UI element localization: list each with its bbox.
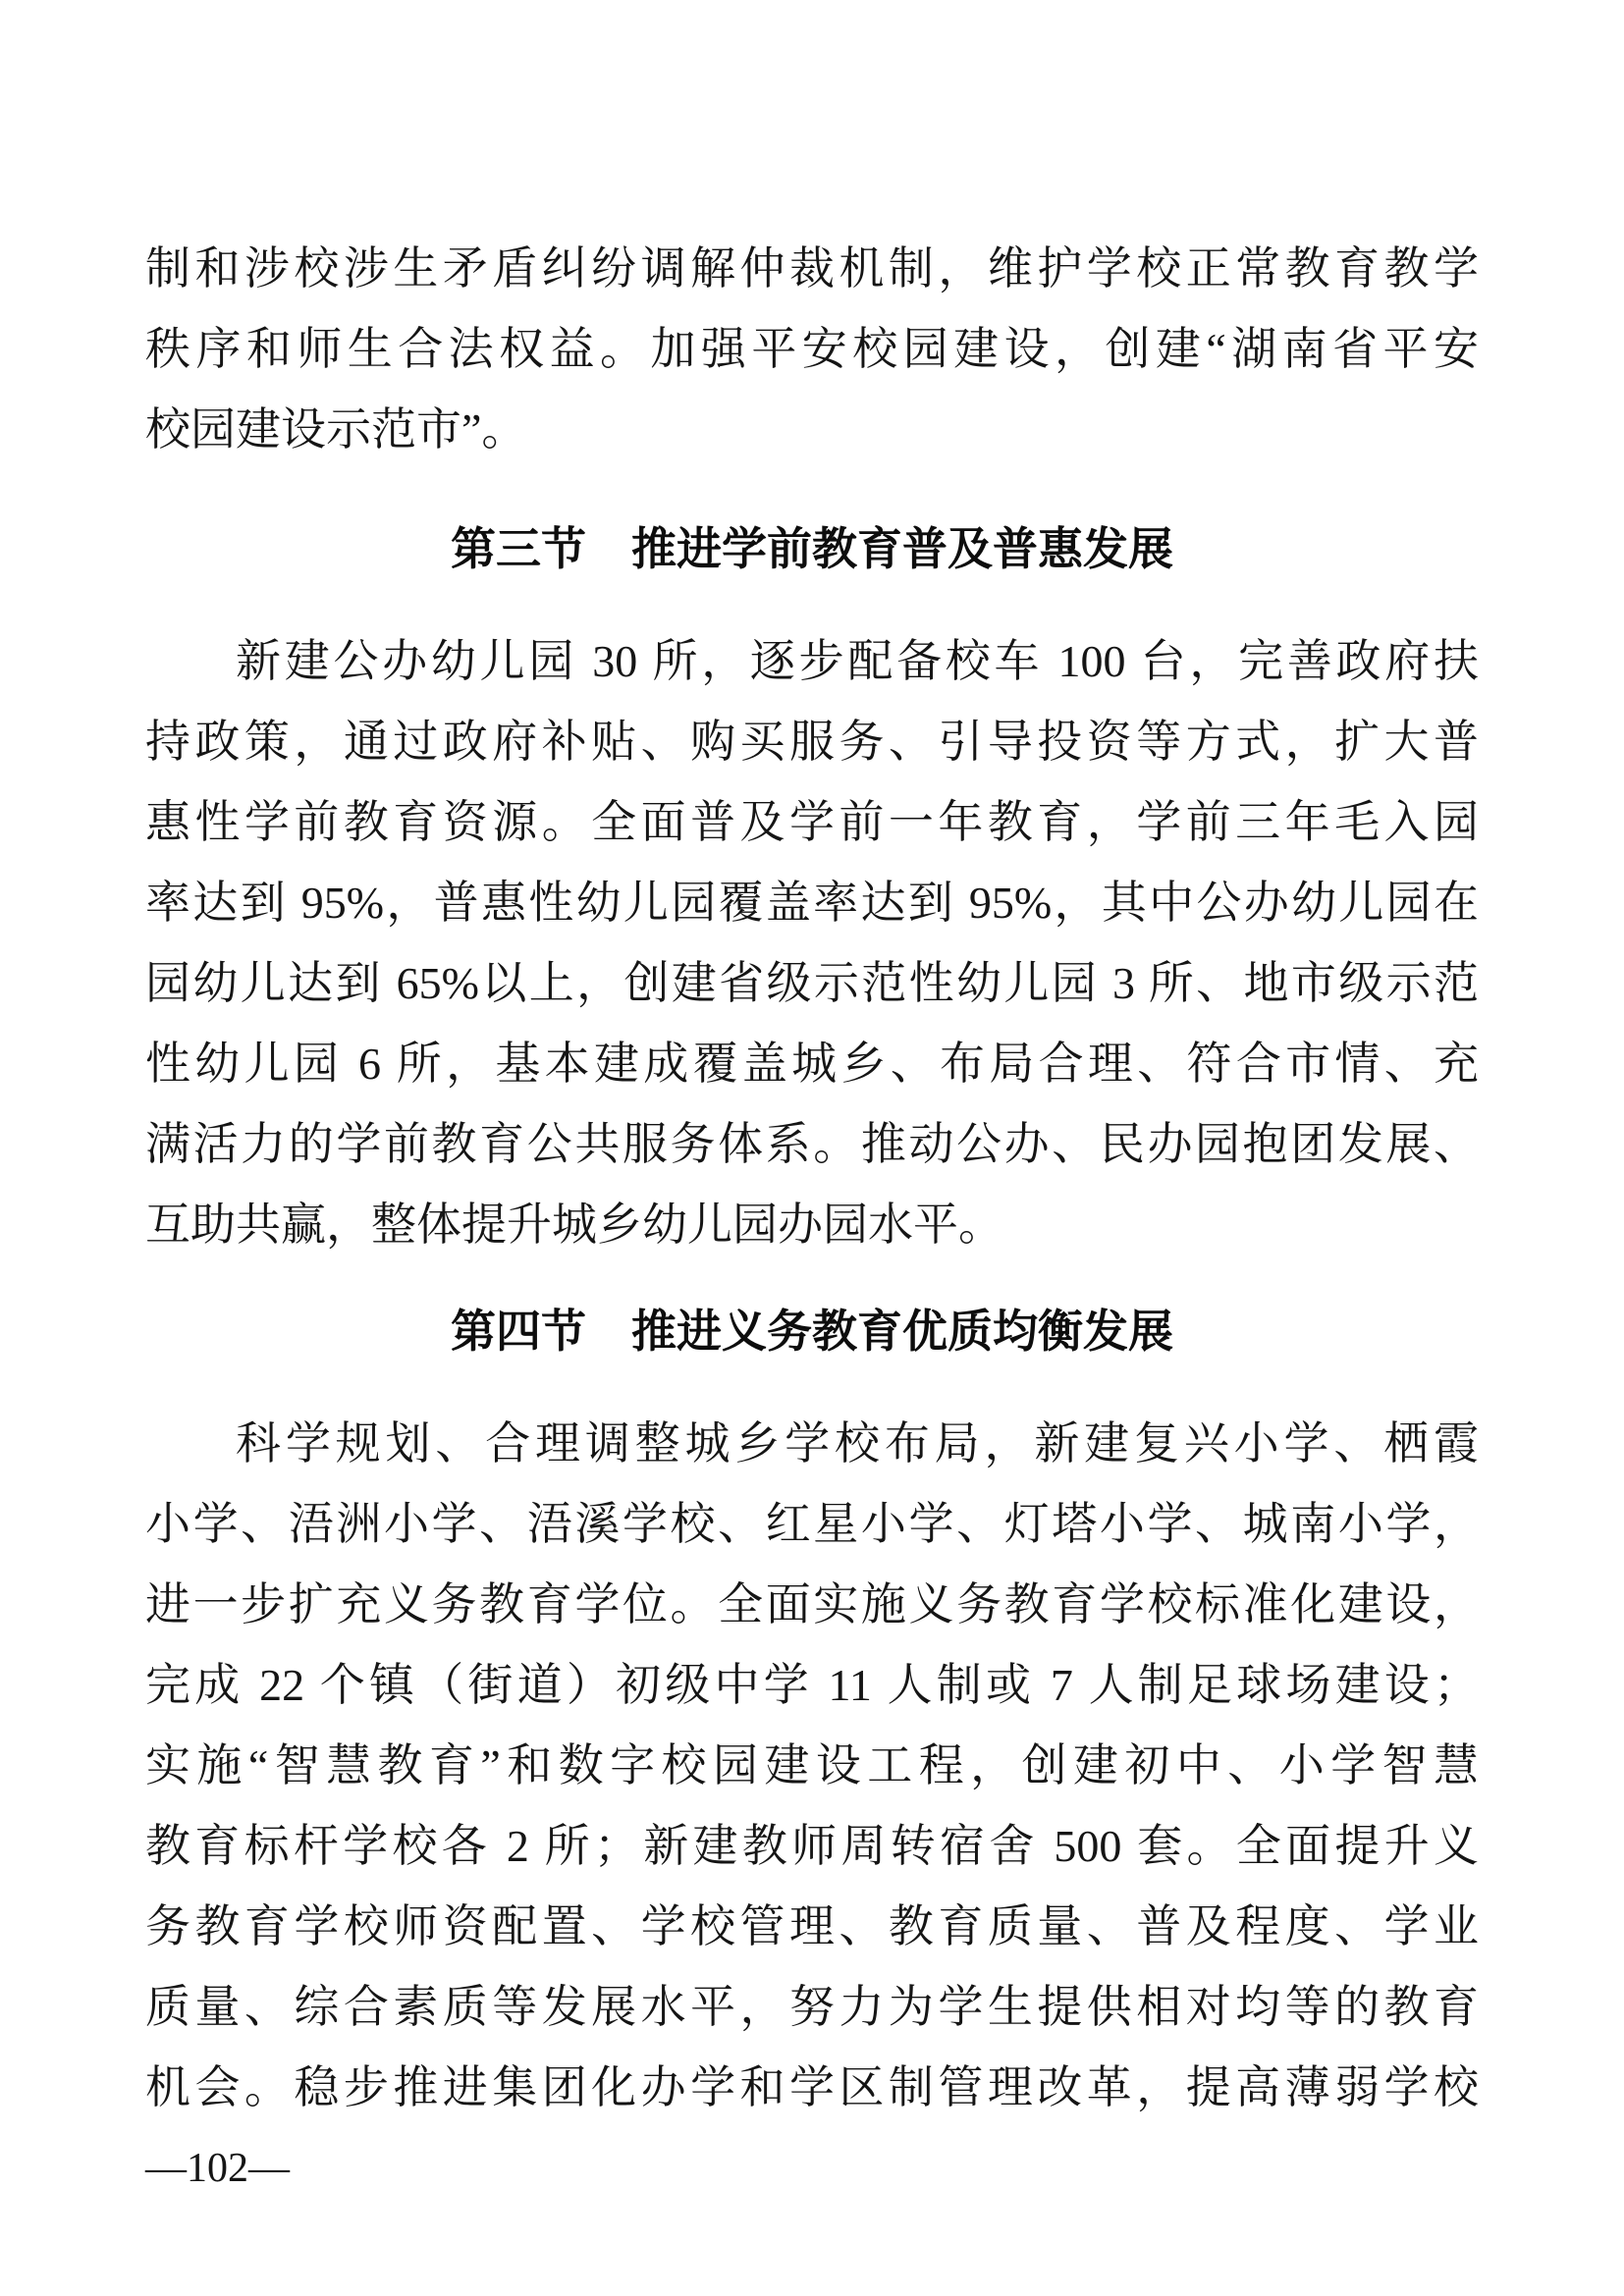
text-line: 实施“智慧教育”和数字校园建设工程，创建初中、小学智慧 (145, 1740, 1479, 1790)
text-line: 完成 22 个镇（街道）初级中学 11 人制或 7 人制足球场建设； (145, 1660, 1479, 1710)
section-heading-4: 第四节 推进义务教育优质均衡发展 (451, 1306, 1173, 1357)
text-line: 进一步扩充义务教育学位。全面实施义务教育学校标准化建设， (145, 1579, 1479, 1629)
text-line: 务教育学校师资配置、学校管理、教育质量、普及程度、学业 (145, 1901, 1479, 1951)
text-line: 小学、浯洲小学、浯溪学校、红星小学、灯塔小学、城南小学， (145, 1499, 1479, 1549)
text-line: 秩序和师生合法权益。加强平安校园建设，创建“湖南省平安 (145, 324, 1479, 374)
text-line: 性幼儿园 6 所，基本建成覆盖城乡、布局合理、符合市情、充 (145, 1039, 1479, 1089)
text-line: 校园建设示范市”。 (145, 404, 527, 454)
text-line: 质量、综合素质等发展水平，努力为学生提供相对均等的教育 (145, 1982, 1479, 2032)
section-heading-3: 第三节 推进学前教育普及普惠发展 (451, 523, 1173, 574)
text-line: 制和涉校涉生矛盾纠纷调解仲裁机制，维护学校正常教育教学 (145, 243, 1479, 294)
paragraph-preschool-education (145, 621, 1479, 1265)
text-line: 科学规划、合理调整城乡学校布局，新建复兴小学、栖霞 (236, 1418, 1479, 1468)
text-line: 园幼儿达到 65%以上，创建省级示范性幼儿园 3 所、地市级示范 (145, 958, 1479, 1008)
text-line: 率达到 95%，普惠性幼儿园覆盖率达到 95%，其中公办幼儿园在 (145, 878, 1479, 928)
text-line: 新建公办幼儿园 30 所，逐步配备校车 100 台，完善政府扶 (236, 636, 1479, 686)
text-line: 惠性学前教育资源。全面普及学前一年教育，学前三年毛入园 (145, 797, 1479, 847)
text-line: 机会。稳步推进集团化办学和学区制管理改革，提高薄弱学校 (145, 2062, 1479, 2112)
paragraph-continuation (145, 229, 1479, 470)
paragraph-compulsory-education (145, 1404, 1479, 2128)
text-line: 教育标杆学校各 2 所；新建教师周转宿舍 500 套。全面提升义 (145, 1821, 1479, 1871)
text-line: 持政策，通过政府补贴、购买服务、引导投资等方式，扩大普 (145, 717, 1479, 767)
text-line: 互助共赢，整体提升城乡幼儿园办园水平。 (145, 1200, 1003, 1250)
page-number: —102— (145, 2146, 290, 2191)
text-line: 满活力的学前教育公共服务体系。推动公办、民办园抱团发展、 (145, 1119, 1479, 1169)
